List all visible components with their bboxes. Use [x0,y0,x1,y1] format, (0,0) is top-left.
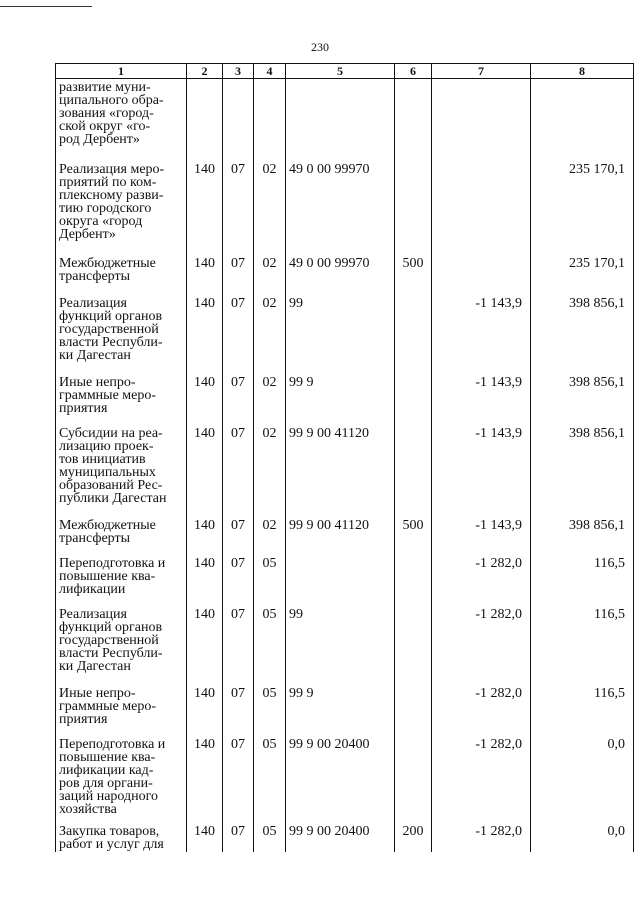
row-change-amount: -1 143,9 [432,371,531,422]
row-expense-type: 500 [395,252,432,292]
row-section: 07 [223,292,254,371]
row-change-amount [432,79,531,158]
row-total-amount: 398 856,1 [531,292,634,371]
row-code: 140 [187,514,223,552]
row-change-amount: -1 282,0 [432,820,531,852]
row-label: Реализация функций органов государственной власти Республи- ки Дагестан [56,603,187,682]
column-header: 7 [432,64,531,79]
row-subsection: 05 [254,603,286,682]
table-row [56,292,634,371]
row-section: 07 [223,514,254,552]
row-subsection: 02 [254,371,286,422]
row-expense-type [395,552,432,603]
row-expense-type [395,158,432,252]
table-row [56,158,634,252]
row-label: Субсидии на реа- лизацию проек- тов инициатив муниципальных образований Рес- публики Дагестан [56,422,187,514]
row-code: 140 [187,820,223,852]
table-row [56,820,634,852]
row-target-article: 99 [286,603,395,682]
row-expense-type [395,733,432,820]
row-label: развитие муни- ципального обра- зования «город- ской округ «го- род Дербент» [56,79,187,158]
row-section: 07 [223,422,254,514]
row-code: 140 [187,603,223,682]
row-target-article: 99 9 00 20400 [286,820,395,852]
table-row [56,682,634,733]
row-expense-type [395,371,432,422]
row-label: Переподготовка и повышение ква- лификации [56,552,187,603]
row-total-amount: 0,0 [531,820,634,852]
column-header: 4 [254,64,286,79]
row-target-article: 49 0 00 99970 [286,158,395,252]
row-target-article [286,79,395,158]
row-subsection: 02 [254,158,286,252]
row-total-amount: 116,5 [531,682,634,733]
row-section: 07 [223,371,254,422]
row-change-amount: -1 143,9 [432,292,531,371]
row-total-amount [531,79,634,158]
row-section: 07 [223,733,254,820]
row-section: 07 [223,252,254,292]
row-label: Реализация функций органов государственной власти Республи- ки Дагестан [56,292,187,371]
column-header: 5 [286,64,395,79]
row-code [187,79,223,158]
row-section: 07 [223,820,254,852]
row-expense-type [395,603,432,682]
row-label: Реализация меро- приятий по ком- плексному разви- тию городского округа «город Дербент» [56,158,187,252]
row-total-amount: 398 856,1 [531,422,634,514]
table-row [56,252,634,292]
row-subsection: 05 [254,820,286,852]
row-expense-type [395,79,432,158]
table-row [56,514,634,552]
row-subsection: 02 [254,292,286,371]
table-row [56,422,634,514]
row-subsection: 05 [254,733,286,820]
row-label: Закупка товаров, работ и услуг для [56,820,187,852]
budget-table [55,63,634,852]
row-section: 07 [223,682,254,733]
row-change-amount: -1 143,9 [432,422,531,514]
row-target-article [286,552,395,603]
row-code: 140 [187,552,223,603]
row-change-amount: -1 282,0 [432,552,531,603]
row-target-article: 99 9 [286,682,395,733]
table-row [56,733,634,820]
row-label: Межбюджетные трансферты [56,514,187,552]
row-target-article: 99 9 00 20400 [286,733,395,820]
row-change-amount: -1 282,0 [432,733,531,820]
row-total-amount: 398 856,1 [531,371,634,422]
row-code: 140 [187,733,223,820]
row-change-amount [432,252,531,292]
table-row [56,371,634,422]
row-code: 140 [187,252,223,292]
row-target-article: 49 0 00 99970 [286,252,395,292]
row-expense-type [395,292,432,371]
row-expense-type [395,422,432,514]
column-header: 6 [395,64,432,79]
column-header: 2 [187,64,223,79]
row-total-amount: 0,0 [531,733,634,820]
row-subsection [254,79,286,158]
header-row [56,64,634,79]
row-code: 140 [187,422,223,514]
row-expense-type [395,682,432,733]
row-code: 140 [187,158,223,252]
row-total-amount: 116,5 [531,552,634,603]
row-change-amount: -1 282,0 [432,682,531,733]
table-row [56,552,634,603]
row-subsection: 02 [254,422,286,514]
table-row [56,79,634,158]
row-code: 140 [187,292,223,371]
row-section: 07 [223,603,254,682]
row-label: Иные непро- граммные меро- приятия [56,682,187,733]
row-code: 140 [187,682,223,733]
row-section: 07 [223,552,254,603]
column-header: 1 [56,64,187,79]
row-label: Иные непро- граммные меро- приятия [56,371,187,422]
row-expense-type: 200 [395,820,432,852]
table-row [56,603,634,682]
column-header: 3 [223,64,254,79]
row-total-amount: 116,5 [531,603,634,682]
row-total-amount: 235 170,1 [531,158,634,252]
row-expense-type: 500 [395,514,432,552]
row-subsection: 05 [254,682,286,733]
row-total-amount: 398 856,1 [531,514,634,552]
row-target-article: 99 [286,292,395,371]
row-change-amount: -1 143,9 [432,514,531,552]
row-subsection: 05 [254,552,286,603]
row-section [223,79,254,158]
column-header: 8 [531,64,634,79]
row-label: Межбюджетные трансферты [56,252,187,292]
row-target-article: 99 9 [286,371,395,422]
row-total-amount: 235 170,1 [531,252,634,292]
corner-rule [0,6,92,7]
row-subsection: 02 [254,514,286,552]
page-number: 230 [311,40,329,54]
row-subsection: 02 [254,252,286,292]
row-target-article: 99 9 00 41120 [286,422,395,514]
row-label: Переподготовка и повышение ква- лификации кад- ров для органи- заций народного хозяйства [56,733,187,820]
row-change-amount: -1 282,0 [432,603,531,682]
row-section: 07 [223,158,254,252]
row-target-article: 99 9 00 41120 [286,514,395,552]
row-change-amount [432,158,531,252]
row-code: 140 [187,371,223,422]
